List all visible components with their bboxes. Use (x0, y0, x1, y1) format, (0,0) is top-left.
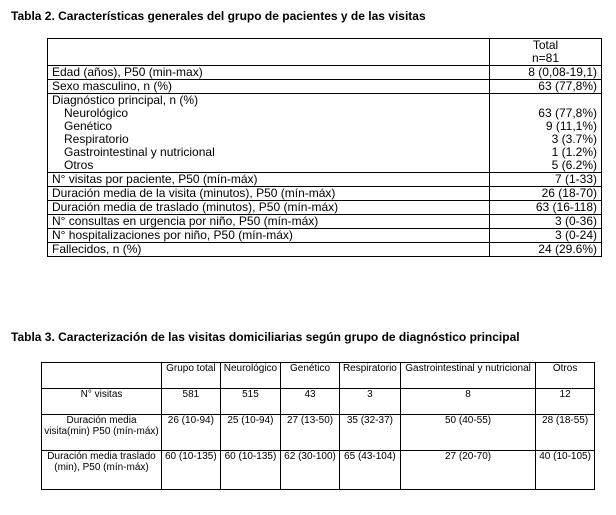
row-value: 26 (18-70) (490, 187, 602, 201)
table3-header-empty (42, 363, 162, 389)
row-label: N° visitas por paciente, P50 (mín-máx) (48, 173, 490, 187)
table3-cell: 65 (43-104) (339, 451, 400, 490)
table3-row-label: Duración media visita(min) P50 (mín-máx) (42, 415, 162, 451)
row-label: Sexo masculino, n (%) (48, 80, 490, 94)
table2-header-row (48, 39, 602, 66)
table3-cell: 40 (10-105) (536, 451, 595, 490)
table-row (48, 187, 602, 201)
table3-cell: 27 (20-70) (400, 451, 535, 490)
table3-caption-text: Caracterización de las visitas domiciliarias según grupo de diagnóstico principal (58, 330, 520, 344)
table-row (48, 243, 602, 257)
table3-cell: 515 (220, 389, 280, 415)
diagnosis-cell (48, 94, 490, 173)
row-label: Edad (años), P50 (min-max) (48, 66, 490, 80)
diagnosis-item-label: Otros (64, 158, 94, 172)
row-label: Fallecidos, n (%) (48, 243, 490, 257)
table3-header-cell: Gastrointestinal y nutricional (400, 363, 535, 389)
table3-header-cell: Neurológico (220, 363, 280, 389)
table2-header-total (490, 39, 602, 66)
table3-header-cell: Otros (536, 363, 595, 389)
table2-diagnosis-row (48, 94, 602, 173)
table-row (42, 415, 595, 451)
table3-row-label: Duración media traslado (min), P50 (mín-máx) (42, 451, 162, 490)
table2-caption (11, 9, 426, 23)
table3-cell: 581 (162, 389, 221, 415)
table3-cell: 50 (40-55) (400, 415, 535, 451)
table3-cell: 12 (536, 389, 595, 415)
table3-cell: 3 (339, 389, 400, 415)
table3-header-row (42, 363, 595, 389)
table-row (48, 201, 602, 215)
row-value: 3 (0-36) (490, 215, 602, 229)
table2-header-total-label: Total (532, 38, 559, 52)
diagnosis-item-value: 5 (6.2%) (551, 158, 597, 172)
row-label: Duración media de la visita (minutos), P50 (mín-máx) (48, 187, 490, 201)
table3-cell: 35 (32-37) (339, 415, 400, 451)
table3-cell: 60 (10-135) (220, 451, 280, 490)
row-value: 3 (0-24) (490, 229, 602, 243)
row-label: Duración media de traslado (minutos), P50 (mín-máx) (48, 201, 490, 215)
table3-header-cell: Genético (281, 363, 340, 389)
diagnosis-item-label: Respiratorio (64, 132, 129, 146)
table3-cell: 28 (18-55) (536, 415, 595, 451)
diagnosis-item-value: 9 (11,1%) (545, 119, 597, 133)
table3-caption (11, 330, 520, 344)
diagnosis-label: Diagnóstico principal, n (%) (52, 93, 199, 107)
table3-cell: 62 (30-100) (281, 451, 340, 490)
diagnosis-values-cell (490, 94, 602, 173)
table3-caption-label: Tabla 3. (11, 330, 55, 344)
table-row (48, 215, 602, 229)
table-row (48, 66, 602, 80)
table3-header-cell: Respiratorio (339, 363, 400, 389)
table3-header-cell: Grupo total (162, 363, 221, 389)
table3-cell: 60 (10-135) (162, 451, 221, 490)
row-label: N° hospitalizaciones por niño, P50 (mín-máx) (48, 229, 490, 243)
diagnosis-item-label: Genético (64, 119, 113, 133)
table2-header-n: n=81 (531, 51, 560, 65)
table3-cell: 8 (400, 389, 535, 415)
diagnosis-item-label: Gastrointestinal y nutricional (64, 145, 215, 159)
diagnosis-item-value: 1 (1.2%) (551, 145, 597, 159)
diagnosis-item-value: 63 (77,8%) (538, 106, 597, 120)
table3-cell: 26 (10-94) (162, 415, 221, 451)
row-value: 7 (1-33) (490, 173, 602, 187)
table3-cell: 25 (10-94) (220, 415, 280, 451)
row-label: N° consultas en urgencia por niño, P50 (mín-máx) (48, 215, 490, 229)
table-row (42, 451, 595, 490)
row-value: 63 (77,8%) (490, 80, 602, 94)
row-value: 24 (29.6%) (490, 243, 602, 257)
table3 (41, 362, 595, 490)
table2-header-empty (48, 39, 490, 66)
table3-cell: 43 (281, 389, 340, 415)
table3-cell: 27 (13-50) (281, 415, 340, 451)
row-value: 63 (16-118) (490, 201, 602, 215)
table-row (42, 389, 595, 415)
table-row (48, 173, 602, 187)
table-row (48, 229, 602, 243)
table-row (48, 80, 602, 94)
diagnosis-item-label: Neurológico (64, 106, 129, 120)
diagnosis-item-value: 3 (3.7%) (551, 132, 597, 146)
table2-caption-text: Características generales del grupo de pacientes y de las visitas (58, 9, 426, 23)
table2-caption-label: Tabla 2. (11, 9, 55, 23)
row-value: 8 (0,08-19,1) (490, 66, 602, 80)
table2 (47, 38, 602, 257)
table3-row-label: N° visitas (42, 389, 162, 415)
